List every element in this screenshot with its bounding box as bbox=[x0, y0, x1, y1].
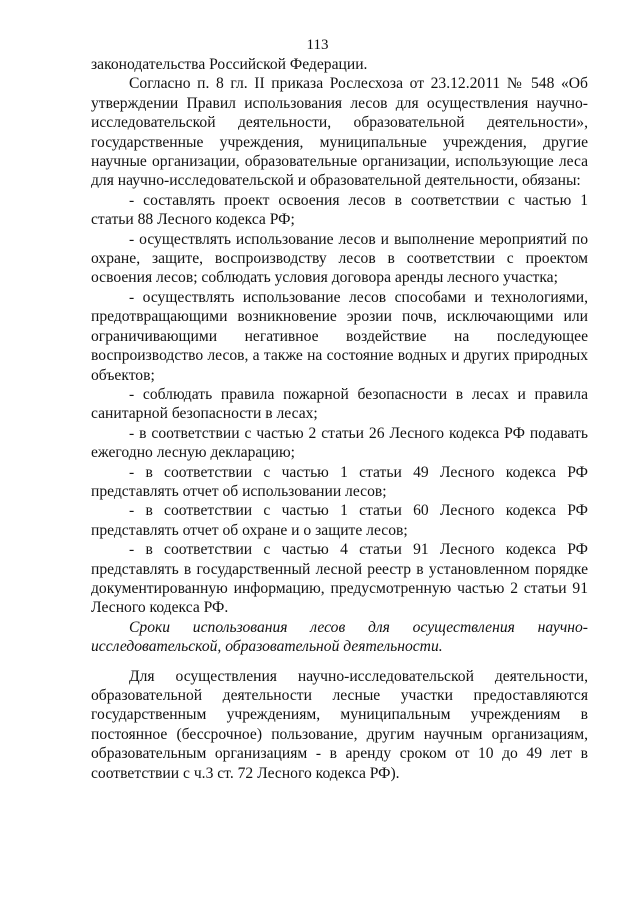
list-item: - в соответствии с частью 4 статьи 91 Лесного кодекса РФ представлять в государственный лесной реестр в установленном порядке документированную информацию, предусмотренную частью 2 статьи 91 Лесного кодекса РФ. bbox=[91, 541, 588, 617]
page-number: 113 bbox=[306, 37, 329, 53]
list-item: - осуществлять использование лесов и выполнение мероприятий по охране, защите, воспроизводству лесов в соответствии с проектом освоения лесов; соблюдать условия договора аренды лесного участка; bbox=[91, 230, 588, 287]
list-item: - составлять проект освоения лесов в соответствии с частью 1 статьи 88 Лесного кодекса РФ; bbox=[91, 191, 588, 229]
page-body bbox=[91, 55, 588, 783]
list-item: - в соответствии с частью 1 статьи 60 Лесного кодекса РФ представлять отчет об охране и о защите лесов; bbox=[91, 502, 588, 539]
section-heading: Сроки использования лесов для осуществления научно-исследовательской, образовательной деятельности. bbox=[91, 618, 588, 656]
list-item: - в соответствии с частью 1 статьи 49 Лесного кодекса РФ представлять отчет об использовании лесов; bbox=[91, 463, 588, 500]
list-item: - осуществлять использование лесов способами и технологиями, предотвращающими возникновение эрозии почв, исключающими или ограничивающими негативное воздействие на последующее воспроизводство лесов, а также на состояние водных и других природных объектов; bbox=[91, 288, 588, 384]
list-item: - в соответствии с частью 2 статьи 26 Лесного кодекса РФ подавать ежегодно лесную декларацию; bbox=[91, 424, 588, 462]
paragraph-continuation: законодательства Российской Федерации. bbox=[91, 56, 368, 73]
paragraph-intro: Согласно п. 8 гл. II приказа Рослесхоза от 23.12.2011 № 548 «Об утверждении Правил использования лесов для осуществления научно-исследовательской деятельности, образовательной деятельности», государственные учреждения, муниципальные учреждения, другие научные организации, образовательные организации, использующие леса для научно-исследовательской и образовательной деятельности, обязаны: bbox=[91, 75, 588, 190]
list-item: - соблюдать правила пожарной безопасности в лесах и правила санитарной безопасности в лесах; bbox=[91, 385, 588, 423]
paragraph-terms: Для осуществления научно-исследовательской деятельности, образовательной деятельности лесные участки предоставляются государственным учреждениям, муниципальным учреждениям в постоянное (бессрочное) пользование, другим научным организациям, образовательным организациям - в аренду сроком от 10 до 49 лет в соответствии с ч.3 ст. 72 Лесного кодекса РФ). bbox=[91, 667, 588, 782]
